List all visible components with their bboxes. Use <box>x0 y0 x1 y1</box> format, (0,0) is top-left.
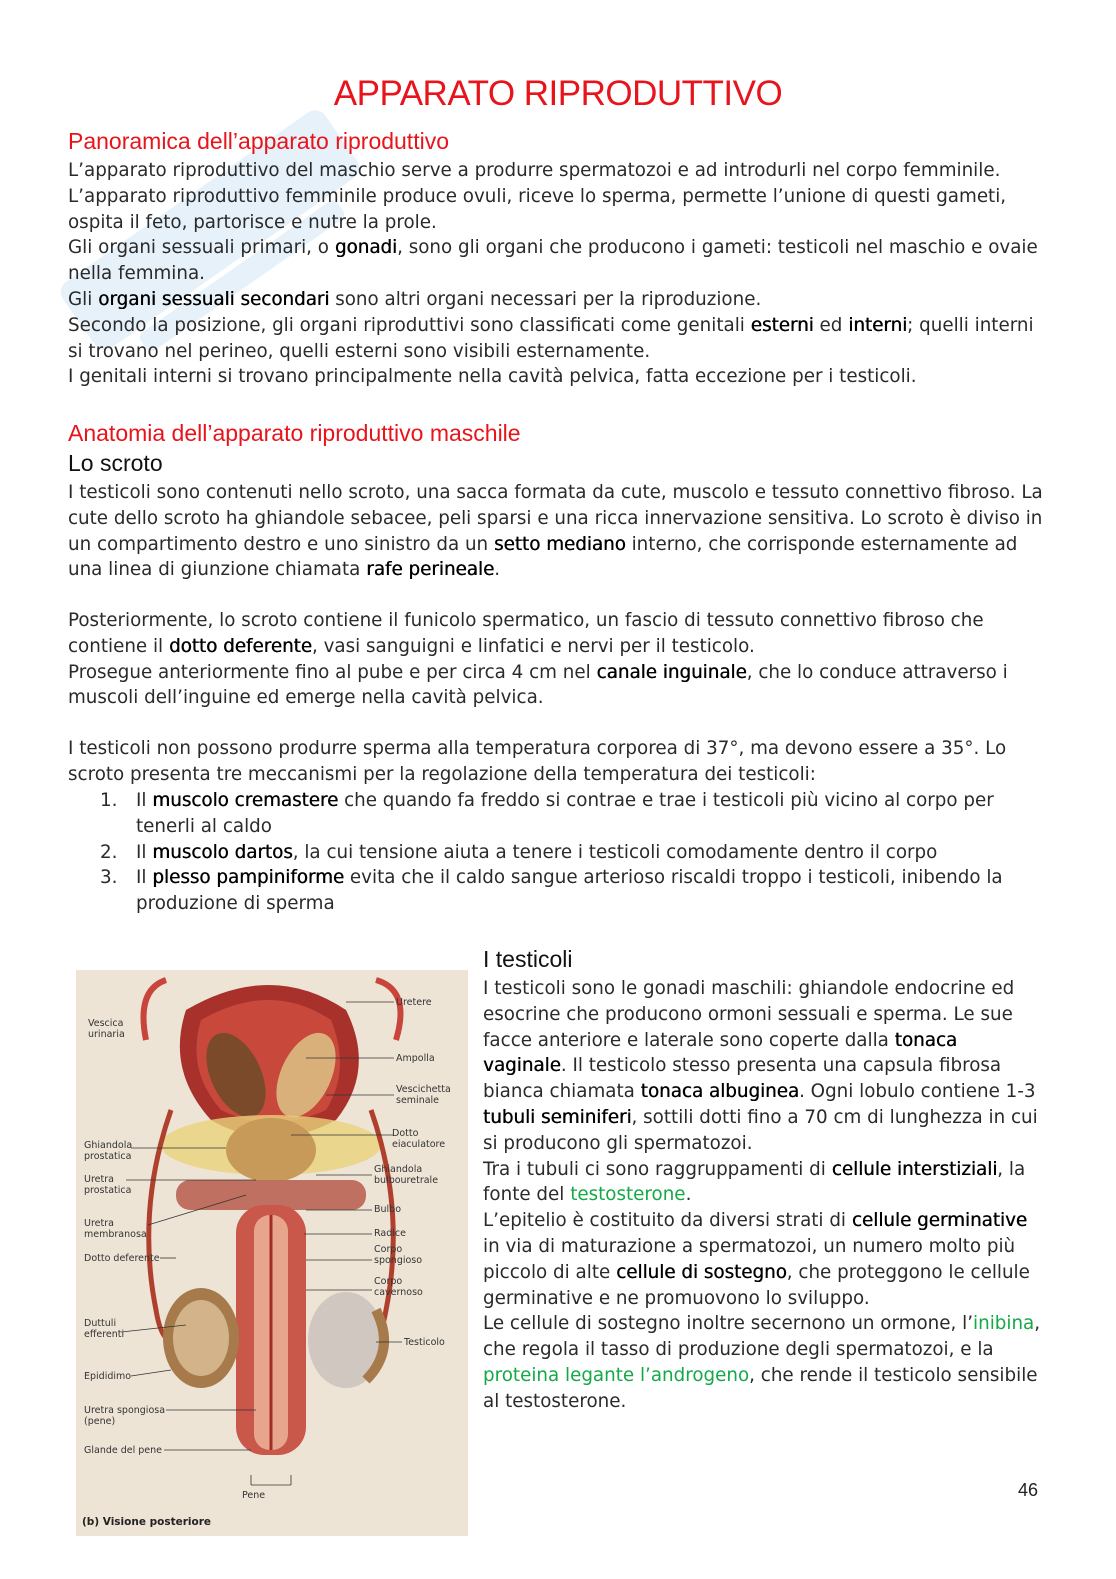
text: I testicoli sono contenuti nello scroto, una sacca formata da cute, muscolo e tessuto connettivo fibroso. La cute dello scroto ha ghiandole sebacee, peli sparsi e una ricca innervazione sensitiva. Lo scroto è diviso in un compartimento destro e uno sinistro da un <box>68 482 1043 555</box>
term-canale-inguinale: canale inguinale <box>596 661 747 683</box>
paragraph-overview <box>68 158 1048 390</box>
label-uretere: Uretere <box>396 997 432 1008</box>
label-uretra-membranosa: Uretra membranosa <box>84 1218 147 1240</box>
term-cellule-interstiziali: cellule interstiziali <box>831 1158 998 1180</box>
label-duttuli-efferenti: Duttuli efferenti <box>84 1318 125 1340</box>
subheading-scroto: Lo scroto <box>68 450 163 476</box>
page-number: 46 <box>1018 1480 1039 1500</box>
term-rafe-perineale: rafe perineale <box>366 559 495 581</box>
figure-caption: (b) Visione posteriore <box>82 1516 212 1528</box>
term-proteina-legante: proteina legante l’androgeno <box>483 1364 750 1386</box>
prostate <box>226 1118 316 1182</box>
text: I testicoli sono le gonadi maschili: ghiandole endocrine ed esocrine che producono ormoni sessuali e sperma. Le sue facce anteriore e laterale sono coperte dalla <box>483 978 1015 1051</box>
term-cellule-sostegno: cellule di sostegno <box>616 1261 787 1283</box>
paragraph-scroto-2 <box>68 608 1048 711</box>
term-cellule-germinative: cellule germinative <box>851 1210 1028 1232</box>
text: Tra i tubuli ci sono raggruppamenti di <box>483 1158 832 1180</box>
list-number: 3. <box>100 867 118 889</box>
text: che quando fa freddo si contrae e trae i testicoli più vicino al corpo per tenerli al caldo <box>136 790 994 837</box>
label-testicolo: Testicolo <box>404 1337 445 1348</box>
term: muscolo cremastere <box>152 790 339 811</box>
list-number: 1. <box>100 790 118 811</box>
paragraph-scroto-1 <box>68 480 1048 583</box>
text: Gli <box>68 288 99 310</box>
text: Gli organi sessuali primari, o <box>68 237 335 259</box>
text: . <box>494 559 501 581</box>
temperature-mechanisms-list <box>100 788 1040 917</box>
term-setto-mediano: setto mediano <box>493 533 626 555</box>
text: Il <box>136 867 153 889</box>
text: Secondo la posizione, gli organi riproduttivi sono classificati come genitali <box>68 314 751 336</box>
text: , sottili dotti fino a 70 cm di lunghezza in cui si producono gli spermatozoi. <box>483 1106 1038 1154</box>
text: . Il testicolo stesso presenta una capsula fibrosa bianca chiamata <box>483 1055 1002 1103</box>
label-vescica: Vescica urinaria <box>88 1018 125 1040</box>
text: Il <box>136 790 153 811</box>
text: sono altri organi necessari per la riproduzione. <box>329 288 762 310</box>
text: evita che il caldo sangue arterioso riscaldi troppo i testicoli, inibendo la produzione di sperma <box>136 867 1003 915</box>
term-tonaca-albuginea: tonaca albuginea <box>640 1081 800 1103</box>
subheading-testicoli: I testicoli <box>483 946 573 972</box>
text: Le cellule di sostegno inoltre secernono un ormone, l’ <box>483 1313 974 1335</box>
section-heading-anatomy: Anatomia dell’apparato riproduttivo maschile <box>68 420 521 446</box>
term-interni: interni <box>848 314 908 336</box>
label-dotto-eiaculatore: Dotto eiaculatore <box>392 1128 446 1150</box>
term-dotto-deferente: dotto deferente <box>168 635 312 657</box>
label-epididimo: Epididimo <box>84 1371 132 1382</box>
section-heading-overview: Panoramica dell’apparato riproduttivo <box>68 128 449 154</box>
text: L’apparato riproduttivo del maschio serve a produrre spermatozoi e ad introdurli nel corpo femminile. L’apparato riproduttivo femminile produce ovuli, riceve lo sperma, permette l’unione di questi gameti, ospita il feto, partorisce e nutre la prole. <box>68 160 1007 233</box>
label-glande: Glande del pene <box>84 1445 163 1456</box>
text: , che regola il tasso di produzione degli spermatozoi, e la <box>483 1313 1041 1361</box>
label-dotto-deferente: Dotto deferente <box>84 1253 160 1264</box>
label-corpo-cavernoso: Corpo cavernoso <box>374 1276 423 1298</box>
text: Prosegue anteriormente fino al pube e per circa 4 cm nel <box>68 661 597 683</box>
list-item <box>100 865 1040 917</box>
term-esterni: esterni <box>750 314 814 336</box>
term: plesso pampiniforme <box>152 867 345 889</box>
term-organi-secondari: organi sessuali secondari <box>98 288 330 310</box>
page-title: APPARATO RIPRODUTTIVO <box>333 74 783 113</box>
list-item <box>100 788 1040 840</box>
list-number: 2. <box>100 841 118 863</box>
text: . Ogni lobulo contiene 1-3 <box>799 1081 1036 1103</box>
term: muscolo dartos <box>152 841 293 863</box>
text: , la cui tensione aiuta a tenere i testicoli comodamente dentro il corpo <box>292 841 938 863</box>
term-inibina: inibina <box>973 1313 1035 1335</box>
text: in via di maturazione a spermatozoi, un numero molto più piccolo di alte <box>483 1235 1016 1283</box>
label-ampolla: Ampolla <box>396 1053 435 1064</box>
text: , che rende il testicolo sensibile al testosterone. <box>483 1364 1038 1412</box>
text: ; quelli interni si trovano nel perineo, quelli esterni sono visibili esternamente. <box>68 314 1034 362</box>
anatomy-figure <box>76 970 468 1536</box>
list-item <box>100 840 1040 866</box>
label-radice: Radice <box>374 1228 406 1239</box>
text: ed <box>813 314 849 336</box>
label-uretra-spongiosa: Uretra spongiosa (pene) <box>84 1405 166 1427</box>
text: interno, che corrisponde esternamente ad una linea di giunzione chiamata <box>68 533 1018 581</box>
label-vescichetta: Vescichetta seminale <box>396 1084 451 1106</box>
label-bulbo: Bulbo <box>374 1204 402 1215</box>
text: , la fonte del <box>483 1158 1026 1206</box>
text: L’epitelio è costituito da diversi strati di <box>483 1210 852 1232</box>
label-ghiandola-bulbouretrale: Ghiandola bulbouretrale <box>374 1164 439 1186</box>
term-tubuli-seminiferi: tubuli seminiferi <box>483 1106 632 1128</box>
label-pene: Pene <box>242 1490 266 1501</box>
label-corpo-spongioso: Corpo spongioso <box>374 1244 423 1266</box>
text: Posteriormente, lo scroto contiene il funicolo spermatico, un fascio di tessuto connettivo fibroso che contiene il <box>68 610 984 657</box>
label-ghiandola-prostatica: Ghiandola prostatica <box>84 1140 133 1162</box>
text: Il <box>136 841 153 863</box>
paragraph-scroto-3: I testicoli non possono produrre sperma alla temperatura corporea di 37°, ma devono essere a 35°. Lo scroto presenta tre meccanismi per la regolazione della temperatura dei testicoli: <box>68 738 1007 785</box>
text: . <box>685 1184 692 1206</box>
term-gonadi: gonadi <box>334 237 398 259</box>
term-tonaca-vaginale: tonaca vaginale <box>483 1029 958 1077</box>
text: , che proteggono le cellule germinative e ne promuovono lo sviluppo. <box>483 1261 1030 1309</box>
testis-left-inner <box>173 1300 229 1376</box>
term-testosterone: testosterone <box>570 1184 686 1206</box>
text: , vasi sanguigni e linfatici e nervi per il testicolo. <box>311 635 755 657</box>
text: , che lo conduce attraverso i muscoli dell’inguine ed emerge nella cavità pelvica. <box>68 661 1008 709</box>
paragraph-testicoli <box>483 976 1043 1415</box>
label-uretra-prostatica: Uretra prostatica <box>84 1174 132 1196</box>
text: I genitali interni si trovano principalmente nella cavità pelvica, fatta eccezione per i testicoli. <box>68 366 917 388</box>
text: , sono gli organi che producono i gameti: testicoli nel maschio e ovaie nella femmina. <box>68 237 1038 285</box>
